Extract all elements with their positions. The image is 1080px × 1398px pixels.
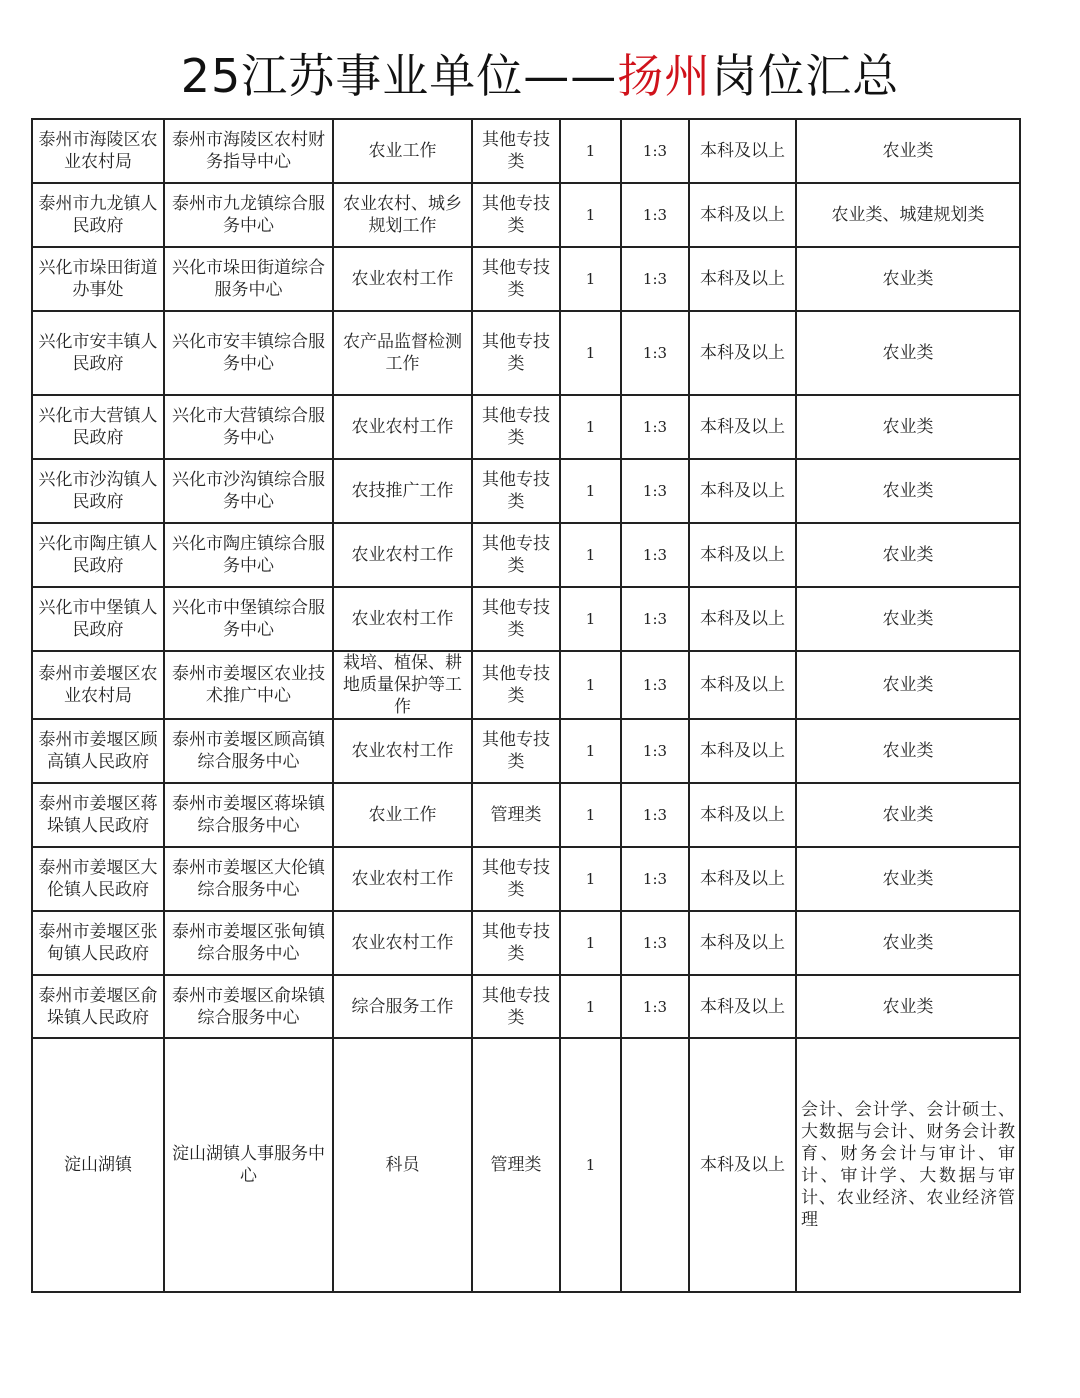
cell-category: 其他专技类 [472, 183, 560, 247]
cell-education: 本科及以上 [689, 975, 796, 1038]
cell-department: 淀山湖镇 [32, 1038, 164, 1292]
cell-unit: 兴化市沙沟镇综合服务中心 [164, 459, 333, 523]
cell-unit: 泰州市姜堰区俞垛镇综合服务中心 [164, 975, 333, 1038]
cell-major: 农业类、城建规划类 [796, 183, 1020, 247]
cell-major: 农业类 [796, 523, 1020, 587]
cell-post: 农产品监督检测工作 [333, 311, 472, 395]
cell-post: 农业农村工作 [333, 587, 472, 651]
cell-unit: 兴化市安丰镇综合服务中心 [164, 311, 333, 395]
cell-ratio: 1:3 [621, 119, 689, 183]
cell-category: 其他专技类 [472, 459, 560, 523]
cell-post: 农业工作 [333, 783, 472, 847]
cell-department: 泰州市姜堰区大伦镇人民政府 [32, 847, 164, 911]
cell-education: 本科及以上 [689, 311, 796, 395]
table-row [32, 523, 1020, 587]
cell-post: 综合服务工作 [333, 975, 472, 1038]
cell-count: 1 [560, 523, 621, 587]
cell-post: 农业农村工作 [333, 395, 472, 459]
cell-department: 泰州市海陵区农业农村局 [32, 119, 164, 183]
cell-post: 农业农村、城乡规划工作 [333, 183, 472, 247]
cell-post: 农技推广工作 [333, 459, 472, 523]
cell-major: 农业类 [796, 783, 1020, 847]
cell-ratio: 1:3 [621, 783, 689, 847]
cell-department: 兴化市大营镇人民政府 [32, 395, 164, 459]
table-row [32, 395, 1020, 459]
cell-category: 其他专技类 [472, 975, 560, 1038]
cell-education: 本科及以上 [689, 183, 796, 247]
cell-education: 本科及以上 [689, 247, 796, 311]
cell-department: 泰州市姜堰区蒋垛镇人民政府 [32, 783, 164, 847]
cell-major: 农业类 [796, 911, 1020, 975]
cell-post: 农业农村工作 [333, 911, 472, 975]
cell-unit: 泰州市海陵区农村财务指导中心 [164, 119, 333, 183]
cell-post: 农业农村工作 [333, 247, 472, 311]
positions-table [31, 118, 1021, 1293]
cell-major: 农业类 [796, 587, 1020, 651]
cell-unit: 泰州市姜堰区农业技术推广中心 [164, 651, 333, 719]
cell-ratio: 1:3 [621, 975, 689, 1038]
cell-major: 会计、会计学、会计硕士、大数据与会计、财务会计教育、财务会计与审计、审计、审计学、大数据与审计、农业经济、农业经济管理 [796, 1038, 1020, 1292]
cell-count: 1 [560, 1038, 621, 1292]
cell-ratio: 1:3 [621, 183, 689, 247]
cell-unit: 淀山湖镇人事服务中心 [164, 1038, 333, 1292]
cell-count: 1 [560, 247, 621, 311]
cell-department: 兴化市安丰镇人民政府 [32, 311, 164, 395]
cell-ratio: 1:3 [621, 395, 689, 459]
cell-category: 其他专技类 [472, 651, 560, 719]
cell-education: 本科及以上 [689, 911, 796, 975]
cell-post: 农业农村工作 [333, 719, 472, 783]
cell-education: 本科及以上 [689, 847, 796, 911]
title-highlight: 扬州 [617, 49, 712, 103]
cell-department: 兴化市陶庄镇人民政府 [32, 523, 164, 587]
cell-count: 1 [560, 911, 621, 975]
cell-unit: 泰州市姜堰区顾高镇综合服务中心 [164, 719, 333, 783]
cell-department: 泰州市姜堰区俞垛镇人民政府 [32, 975, 164, 1038]
cell-category: 其他专技类 [472, 719, 560, 783]
cell-education: 本科及以上 [689, 119, 796, 183]
cell-department: 兴化市垛田街道办事处 [32, 247, 164, 311]
cell-category: 其他专技类 [472, 587, 560, 651]
cell-ratio: 1:3 [621, 587, 689, 651]
cell-education: 本科及以上 [689, 783, 796, 847]
cell-post: 农业农村工作 [333, 847, 472, 911]
cell-major: 农业类 [796, 395, 1020, 459]
cell-education: 本科及以上 [689, 719, 796, 783]
cell-major: 农业类 [796, 247, 1020, 311]
table-row [32, 651, 1020, 719]
cell-category: 管理类 [472, 1038, 560, 1292]
title-part2: 岗位汇总 [711, 49, 900, 103]
cell-department: 泰州市姜堰区顾高镇人民政府 [32, 719, 164, 783]
table-row [32, 783, 1020, 847]
cell-category: 其他专技类 [472, 911, 560, 975]
cell-ratio: 1:3 [621, 719, 689, 783]
cell-post: 农业工作 [333, 119, 472, 183]
table-row [32, 587, 1020, 651]
cell-major: 农业类 [796, 847, 1020, 911]
cell-unit: 泰州市姜堰区张甸镇综合服务中心 [164, 911, 333, 975]
cell-unit: 泰州市姜堰区大伦镇综合服务中心 [164, 847, 333, 911]
cell-ratio: 1:3 [621, 523, 689, 587]
cell-count: 1 [560, 587, 621, 651]
table-row [32, 183, 1020, 247]
table-row [32, 975, 1020, 1038]
cell-category: 其他专技类 [472, 523, 560, 587]
cell-count: 1 [560, 975, 621, 1038]
table-row [32, 1038, 1020, 1292]
cell-major: 农业类 [796, 651, 1020, 719]
table-row [32, 911, 1020, 975]
title-part1: 25江苏事业单位—— [180, 49, 618, 103]
cell-department: 泰州市姜堰区农业农村局 [32, 651, 164, 719]
cell-department: 泰州市姜堰区张甸镇人民政府 [32, 911, 164, 975]
table-row [32, 459, 1020, 523]
cell-major: 农业类 [796, 975, 1020, 1038]
cell-count: 1 [560, 119, 621, 183]
cell-count: 1 [560, 311, 621, 395]
cell-department: 泰州市九龙镇人民政府 [32, 183, 164, 247]
cell-unit: 兴化市中堡镇综合服务中心 [164, 587, 333, 651]
cell-unit: 兴化市垛田街道综合服务中心 [164, 247, 333, 311]
cell-major: 农业类 [796, 719, 1020, 783]
page-title [0, 40, 1080, 106]
cell-count: 1 [560, 459, 621, 523]
cell-education: 本科及以上 [689, 395, 796, 459]
cell-department: 兴化市中堡镇人民政府 [32, 587, 164, 651]
cell-ratio: 1:3 [621, 247, 689, 311]
cell-post: 栽培、植保、耕地质量保护等工作 [333, 651, 472, 719]
cell-category: 其他专技类 [472, 247, 560, 311]
cell-category: 其他专技类 [472, 847, 560, 911]
cell-count: 1 [560, 847, 621, 911]
cell-unit: 兴化市大营镇综合服务中心 [164, 395, 333, 459]
cell-category: 管理类 [472, 783, 560, 847]
table-row [32, 719, 1020, 783]
cell-post: 农业农村工作 [333, 523, 472, 587]
cell-count: 1 [560, 719, 621, 783]
cell-ratio: 1:3 [621, 911, 689, 975]
cell-count: 1 [560, 651, 621, 719]
table-row [32, 119, 1020, 183]
cell-category: 其他专技类 [472, 395, 560, 459]
cell-education: 本科及以上 [689, 587, 796, 651]
cell-count: 1 [560, 183, 621, 247]
cell-ratio: 1:3 [621, 459, 689, 523]
cell-unit: 兴化市陶庄镇综合服务中心 [164, 523, 333, 587]
table-row [32, 247, 1020, 311]
cell-education: 本科及以上 [689, 523, 796, 587]
cell-unit: 泰州市九龙镇综合服务中心 [164, 183, 333, 247]
cell-count: 1 [560, 783, 621, 847]
cell-unit: 泰州市姜堰区蒋垛镇综合服务中心 [164, 783, 333, 847]
table-row [32, 847, 1020, 911]
cell-ratio: 1:3 [621, 311, 689, 395]
cell-department: 兴化市沙沟镇人民政府 [32, 459, 164, 523]
cell-education: 本科及以上 [689, 459, 796, 523]
cell-category: 其他专技类 [472, 119, 560, 183]
cell-ratio: 1:3 [621, 847, 689, 911]
cell-major: 农业类 [796, 311, 1020, 395]
cell-category: 其他专技类 [472, 311, 560, 395]
cell-major: 农业类 [796, 459, 1020, 523]
cell-major: 农业类 [796, 119, 1020, 183]
cell-ratio: 1:3 [621, 651, 689, 719]
cell-ratio [621, 1038, 689, 1292]
table-row [32, 311, 1020, 395]
cell-education: 本科及以上 [689, 651, 796, 719]
cell-post: 科员 [333, 1038, 472, 1292]
cell-education: 本科及以上 [689, 1038, 796, 1292]
cell-count: 1 [560, 395, 621, 459]
